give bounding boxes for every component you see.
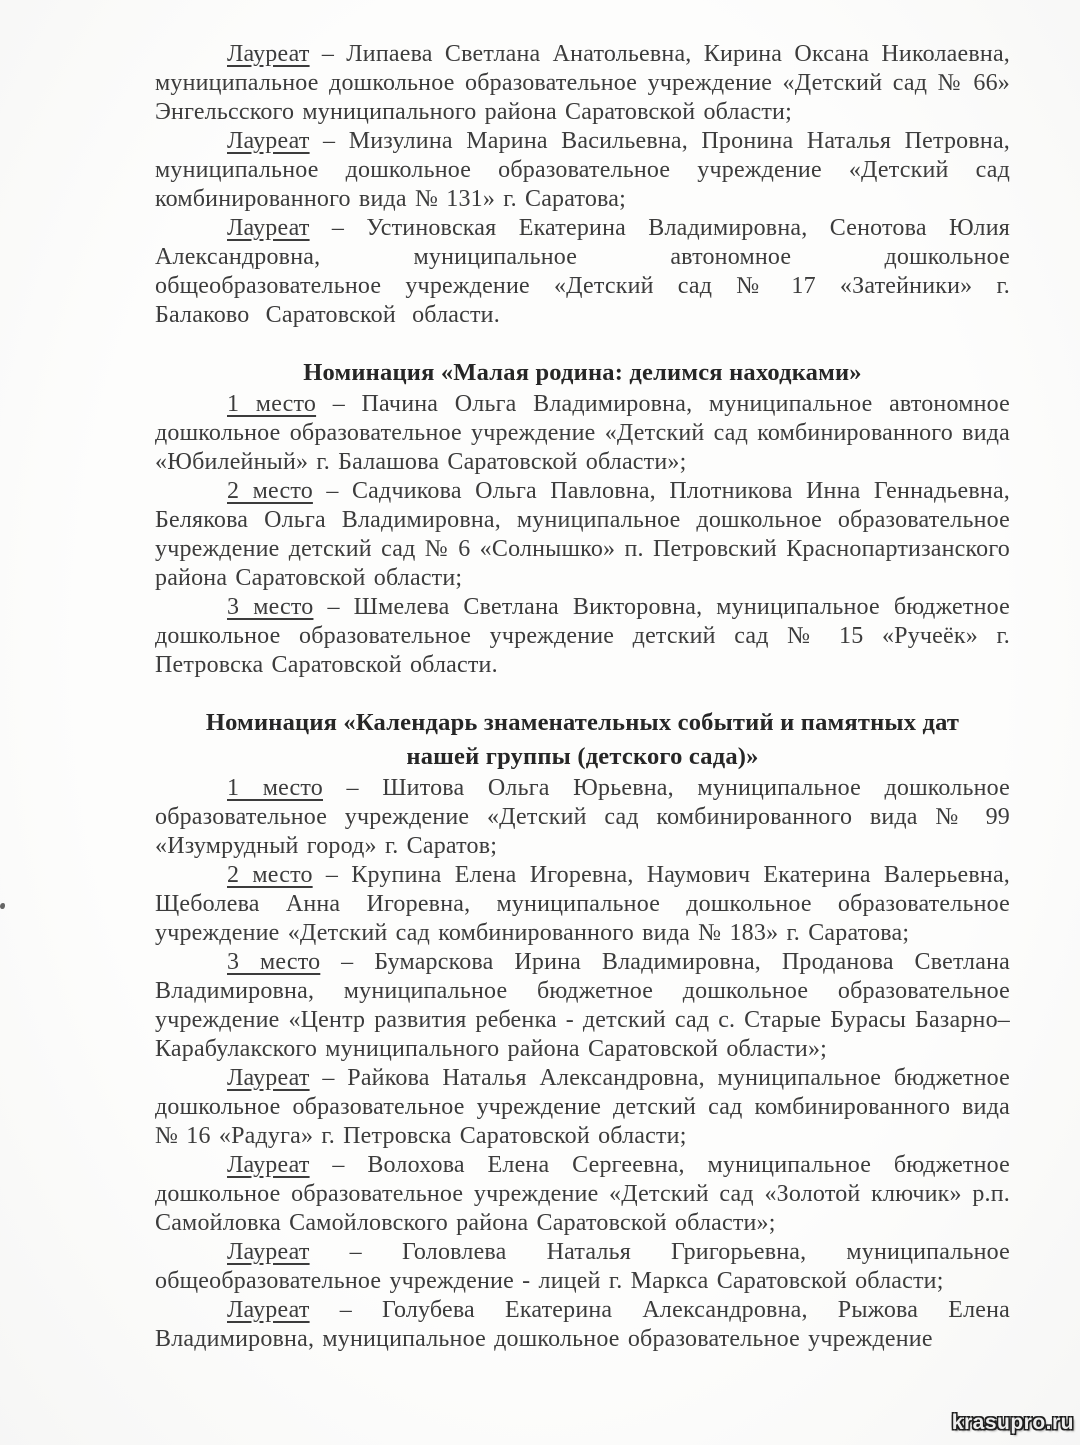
award-paragraph <box>155 593 1010 680</box>
award-paragraph <box>155 1064 1010 1151</box>
award-text: – Райкова Наталья Александровна, муниципальное бюджетное дошкольное образовательное учреждение детский сад комбинированного вида № 16 «Радуга» г. Петровска Саратовской области; <box>155 1065 1010 1149</box>
award-text: – Крупина Елена Игоревна, Наумович Екатерина Валерьевна, Щеболева Анна Игоревна, муниципальное дошкольное образовательное учреждение «Детский сад комбинированного вида № 183» г. Саратова; <box>155 862 1010 946</box>
award-text: – Липаева Светлана Анатольевна, Кирина Оксана Николаевна, муниципальное дошкольное образовательное учреждение «Детский сад № 66» Энгельсского муниципального района Саратовской области; <box>155 41 1010 125</box>
watermark: krasupro.ru <box>951 1411 1074 1434</box>
award-text: – Бумарскова Ирина Владимировна, Проданова Светлана Владимировна, муниципальное бюджетное дошкольное образовательное учреждение «Центр развития ребенка - детский сад с. Старые Бурасы Базарно– Карабулакского муниципального района Саратовской области»; <box>155 949 1010 1062</box>
award-paragraph <box>155 948 1010 1064</box>
award-paragraph <box>155 477 1010 593</box>
award-rank-label: 2 место <box>227 478 313 504</box>
award-text: – Шмелева Светлана Викторовна, муниципальное бюджетное дошкольное образовательное учреждение детский сад № 15 «Ручеёк» г. Петровска Саратовской области. <box>155 594 1010 678</box>
award-text: – Устиновская Екатерина Владимировна, Сенотова Юлия Александровна, муниципальное автономное дошкольное общеобразовательное учреждение «Детский сад № 17 «Затейники» г. Балаково Саратовской области. <box>155 215 1010 328</box>
award-paragraph <box>155 1238 1010 1296</box>
scan-speck <box>0 903 5 909</box>
award-paragraph <box>155 390 1010 477</box>
award-rank-label: Лауреат <box>227 1065 310 1091</box>
award-rank-label: Лауреат <box>227 1152 310 1178</box>
award-paragraph <box>155 127 1010 214</box>
award-text: – Волохова Елена Сергеевна, муниципальное бюджетное дошкольное образовательное учреждение «Детский сад «Золотой ключик» р.п. Самойловка Самойловского района Саратовской области»; <box>155 1152 1010 1236</box>
award-rank-label: Лауреат <box>227 1297 310 1323</box>
award-text: – Пачина Ольга Владимировна, муниципальное автономное дошкольное образовательное учреждение «Детский сад комбинированного вида «Юбилейный» г. Балашова Саратовской области»; <box>155 391 1010 475</box>
award-paragraph <box>155 774 1010 861</box>
award-paragraph <box>155 1151 1010 1238</box>
award-text: – Шитова Ольга Юрьевна, муниципальное дошкольное образовательное учреждение «Детский сад комбинированного вида № 99 «Изумрудный город» г. Саратов; <box>155 775 1010 859</box>
award-text: – Голубева Екатерина Александровна, Рыжова Елена Владимировна, муниципальное дошкольное образовательное учреждение <box>155 1297 1010 1352</box>
section-laureates-continued <box>155 40 1010 330</box>
award-rank-label: Лауреат <box>227 215 310 241</box>
award-rank-label: Лауреат <box>227 1239 310 1265</box>
award-text: – Мизулина Марина Васильевна, Пронина Наталья Петровна, муниципальное дошкольное образовательное учреждение «Детский сад комбинированного вида № 131» г. Саратова; <box>155 128 1011 212</box>
award-rank-label: 3 место <box>227 949 321 975</box>
nomination-heading: Номинация «Малая родина: делимся находками» <box>303 359 862 386</box>
award-text: – Садчикова Ольга Павловна, Плотникова Инна Геннадьевна, Белякова Ольга Владимировна, муниципальное дошкольное образовательное учреждение детский сад № 6 «Солнышко» п. Петровский Краснопартизанского района Саратовской области; <box>155 478 1011 591</box>
award-paragraph <box>155 40 1010 127</box>
award-paragraph <box>155 861 1010 948</box>
award-rank-label: Лауреат <box>227 128 310 154</box>
award-rank-label: 1 место <box>227 775 323 801</box>
section-nomination-malaya-rodina <box>155 356 1010 680</box>
award-paragraph <box>155 1296 1010 1354</box>
award-rank-label: 3 место <box>227 594 314 620</box>
award-text: – Головлева Наталья Григорьевна, муниципальное общеобразовательное учреждение - лицей г. Маркса Саратовской области; <box>155 1239 1010 1294</box>
award-rank-label: Лауреат <box>227 41 310 67</box>
award-rank-label: 2 место <box>227 862 313 888</box>
nomination-heading: Номинация «Календарь знаменательных событий и памятных дат нашей группы (детского сада)» <box>205 709 960 770</box>
award-paragraph <box>155 214 1010 330</box>
section-nomination-kalendar <box>155 706 1010 1354</box>
award-rank-label: 1 место <box>227 391 317 417</box>
